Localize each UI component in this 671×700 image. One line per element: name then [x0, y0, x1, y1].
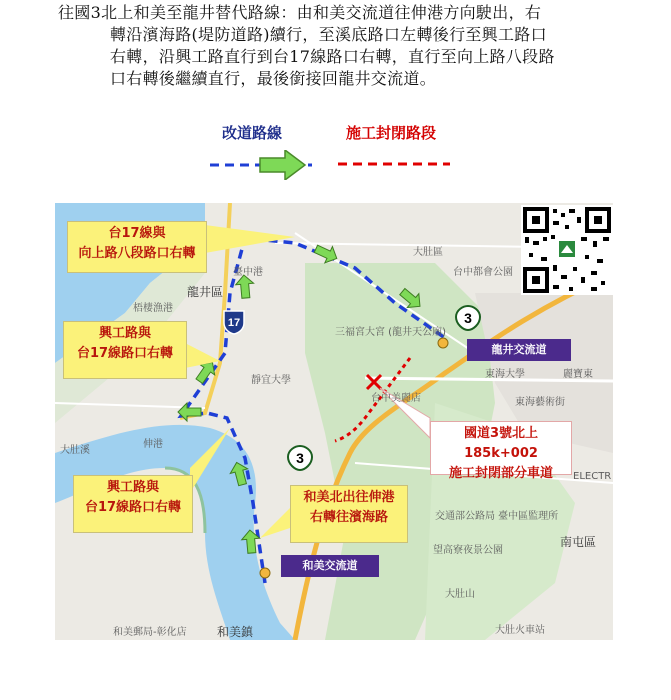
place-taichung-store: 台中美麗店: [371, 393, 421, 404]
callout-xinggong-route17-north: [63, 321, 187, 379]
instruction-line-2: 轉沿濱海路(堤防道路)續行，至溪底路口左轉後行至興工路口: [110, 25, 547, 44]
shield-3-south-text: 3: [296, 450, 304, 466]
shield-3-north-text: 3: [464, 310, 472, 326]
callout-1-line2: 向上路八段路口右轉: [78, 246, 196, 261]
detour-instructions: [58, 2, 618, 90]
place-lihpao: 麗寶東: [563, 369, 593, 380]
callout-2-line2: 台17線路口右轉: [76, 346, 174, 361]
place-night-view-park: 望高寮夜景公園: [433, 545, 503, 556]
place-dadu: 大肚區: [413, 247, 443, 258]
place-university: 靜宜大學: [251, 375, 291, 386]
highway3-shield-icon-south: [287, 445, 313, 471]
callout-1-line1: 台17線與: [108, 226, 166, 241]
route17-shield-icon: [221, 309, 247, 335]
callout-3-line1: 興工路與: [106, 480, 159, 495]
place-shengang: 伸港: [143, 439, 163, 450]
callout-2-line1: 興工路與: [98, 326, 151, 341]
place-longjing-temple: 三福宮大宮 (龍井天公廟): [335, 327, 446, 338]
place-eastsea: 東海大學: [485, 369, 525, 380]
callout-4-line2: 右轉往濱海路: [309, 510, 388, 525]
place-hemei-town: 和美鎮: [217, 625, 254, 639]
place-fishing-port: 梧棲漁港: [133, 303, 173, 314]
place-electr: ELECTR: [573, 471, 612, 482]
legend-closure-label: 施工封閉路段: [346, 124, 437, 142]
instruction-line-1: 往國3北上和美至龍井替代路線：由和美交流道往伸港方向駛出，右: [58, 3, 542, 22]
callout-hemei-north-exit: [290, 485, 408, 543]
place-longjing-district: 龍井區: [187, 285, 224, 299]
place-dadu-station: 大肚火車站: [495, 625, 545, 636]
shield-17-text: 17: [227, 317, 241, 329]
place-dadu-mountain: 大肚山: [445, 589, 475, 600]
closure-line1: 國道3號北上185k+002: [463, 426, 539, 461]
closure-line2: 施工封閉部分車道: [448, 466, 553, 481]
hemei-interchange-label: 和美交流道: [281, 555, 379, 577]
place-taichung-port: 臺中港: [233, 267, 263, 278]
place-motor-office: 交通部公路局 臺中區監理所: [435, 511, 559, 522]
longjing-interchange-label: 龍井交流道: [467, 339, 571, 361]
place-metro-park: 台中都會公園: [453, 267, 513, 278]
closure-notice: [430, 421, 572, 481]
place-dadu-river: 大肚溪: [60, 445, 90, 456]
callout-route17-xiangshang: [67, 221, 207, 273]
place-nantun-district: 南屯區: [560, 535, 597, 549]
legend-green-arrow: [260, 150, 305, 180]
callout-4-line1: 和美北出往伸港: [303, 490, 395, 505]
qr-code[interactable]: [521, 205, 613, 295]
place-art-street: 東海藝術街: [515, 397, 565, 408]
place-hemei-post: 和美郵局-彰化店: [113, 627, 187, 638]
instruction-line-4: 口右轉後繼續直行，最後銜接回龍井交流道。: [110, 69, 437, 88]
map-area[interactable]: [55, 203, 613, 640]
callout-3-line2: 台17線路口右轉: [84, 500, 182, 515]
legend-symbols: [200, 150, 460, 180]
legend-detour-label: 改道路線: [222, 124, 283, 142]
instruction-line-3: 右轉，沿興工路直行到台17線路口右轉，直行至向上路八段路: [110, 47, 555, 66]
longjing-interchange-dot: [438, 338, 448, 348]
highway3-shield-icon-north: [455, 305, 481, 331]
hemei-interchange-dot: [260, 568, 270, 578]
callout-xinggong-route17-south: [73, 475, 193, 533]
